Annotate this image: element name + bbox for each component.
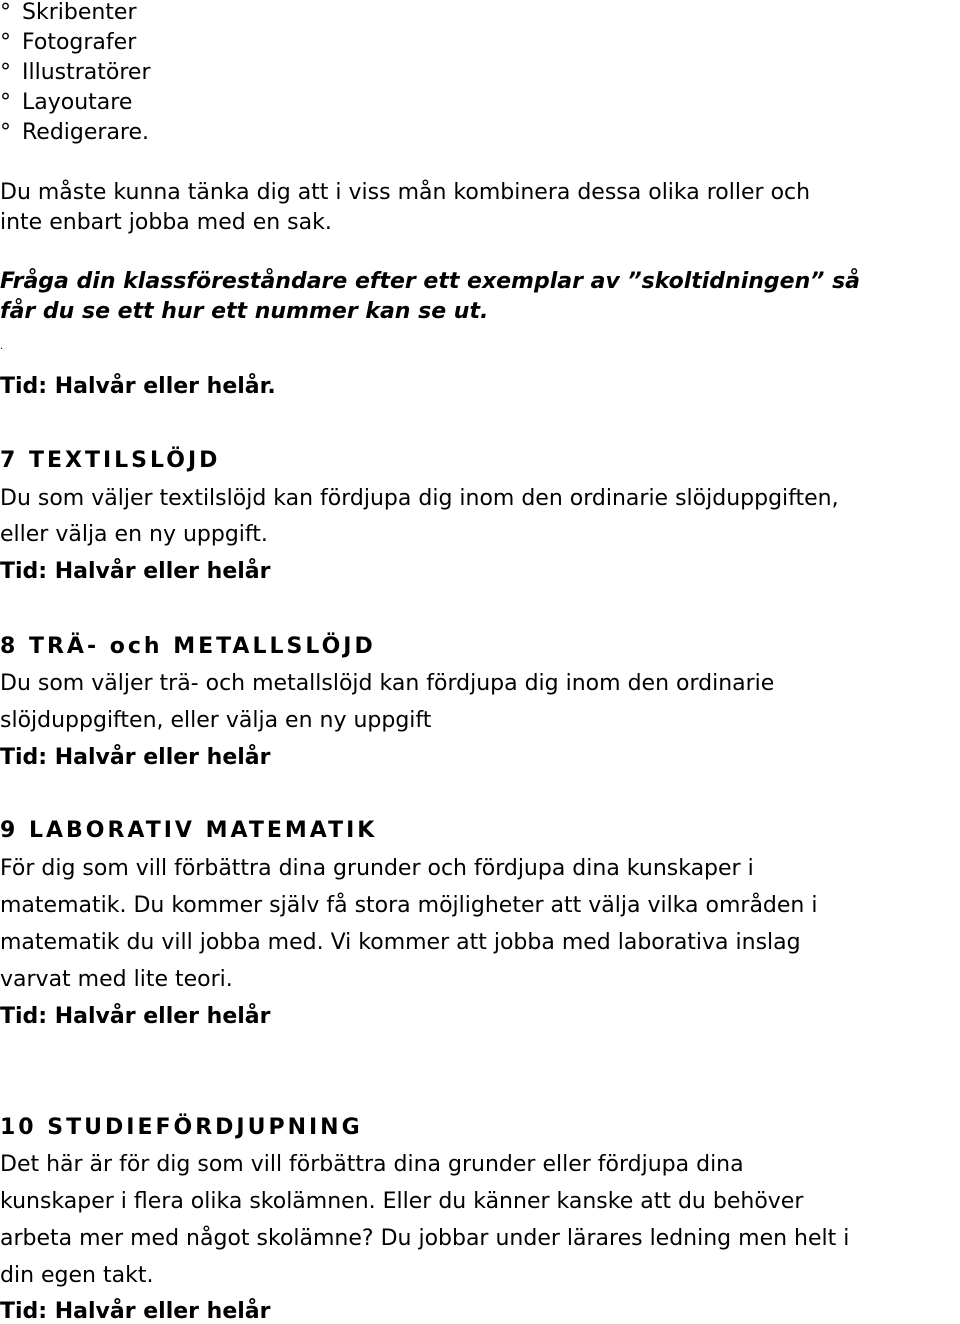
list-item-label: Redigerare. — [22, 120, 150, 145]
time-label: Tid: Halvår eller helår — [0, 745, 271, 770]
time-label: Tid: Halvår eller helår. — [0, 374, 276, 399]
intro-line: Du måste kunna tänka dig att i viss mån kombinera dessa olika roller och — [0, 180, 811, 205]
list-item-label: Illustratörer — [22, 60, 151, 85]
list-item — [0, 2, 137, 24]
bullet-marker: ° — [0, 60, 11, 85]
section-text-line: arbeta mer med något skolämne? Du jobbar under lärares ledning men helt i — [0, 1226, 850, 1251]
newspaper-question-line: Fråga din klassföreståndare efter ett exemplar av ”skoltidningen” så — [0, 269, 861, 294]
section-text-line: eller välja en ny uppgift. — [0, 522, 268, 547]
time-label: Tid: Halvår eller helår — [0, 1004, 271, 1029]
section-text-line: Du som väljer textilslöjd kan fördjupa dig inom den ordinarie slöjduppgiften, — [0, 486, 839, 511]
list-item-label: Layoutare — [22, 90, 133, 115]
section-heading: 8 TRÄ- och METALLSLÖJD — [0, 634, 376, 659]
list-item — [0, 122, 149, 144]
section-text-line: matematik. Du kommer själv få stora möjligheter att välja vilka områden i — [0, 893, 818, 918]
intro-line: inte enbart jobba med en sak. — [0, 210, 332, 235]
list-item-label: Skribenter — [22, 0, 137, 25]
section-heading: 9 LABORATIV MATEMATIK — [0, 818, 378, 843]
time-label: Tid: Halvår eller helår — [0, 1299, 271, 1324]
bullet-marker: ° — [0, 90, 11, 115]
section-text-line: slöjduppgiften, eller välja en ny uppgift — [0, 708, 432, 733]
list-item-label: Fotografer — [22, 30, 137, 55]
time-label: Tid: Halvår eller helår — [0, 559, 271, 584]
bullet-marker: ° — [0, 120, 11, 145]
section-text-line: kunskaper i flera olika skolämnen. Eller du känner kanske att du behöver — [0, 1189, 804, 1214]
list-item — [0, 92, 132, 114]
section-text-line: För dig som vill förbättra dina grunder och fördjupa dina kunskaper i — [0, 856, 754, 881]
section-heading: 7 TEXTILSLÖJD — [0, 448, 221, 473]
section-text-line: matematik du vill jobba med. Vi kommer att jobba med laborativa inslag — [0, 930, 801, 955]
stray-dot: . — [0, 341, 4, 352]
list-item — [0, 62, 151, 84]
newspaper-question-line: får du se ett hur ett nummer kan se ut. — [0, 299, 489, 324]
section-text-line: Det här är för dig som vill förbättra dina grunder eller fördjupa dina — [0, 1152, 744, 1177]
bullet-marker: ° — [0, 30, 11, 55]
section-heading: 10 STUDIEFÖRDJUPNING — [0, 1115, 363, 1140]
section-text-line: varvat med lite teori. — [0, 967, 233, 992]
bullet-marker: ° — [0, 0, 11, 25]
list-item — [0, 32, 136, 54]
section-text-line: din egen takt. — [0, 1263, 154, 1288]
section-text-line: Du som väljer trä- och metallslöjd kan fördjupa dig inom den ordinarie — [0, 671, 775, 696]
